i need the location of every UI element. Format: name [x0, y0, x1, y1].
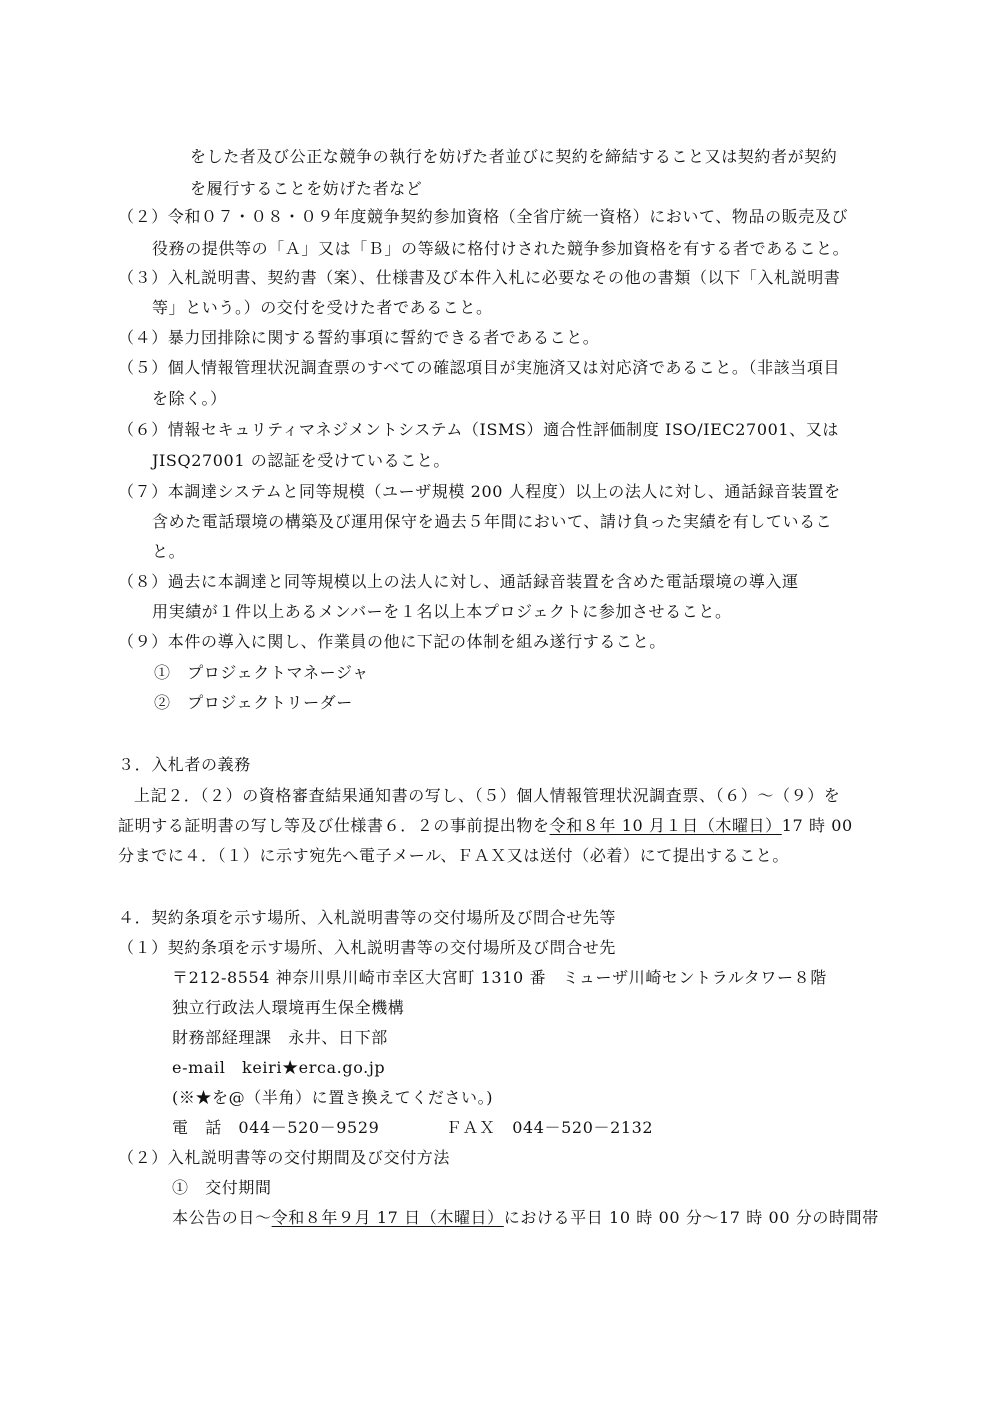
section-3-paragraph-line [118, 816, 853, 836]
contact-email: e-mail keiri★erca.go.jp [172, 1058, 386, 1077]
contact-phone-fax: 電 話 044－520－9529 ＦＡＸ 044－520－2132 [172, 1118, 654, 1137]
requirement-item-9-sub2: ② プロジェクトリーダー [154, 693, 353, 712]
continued-text-line: をした者及び公正な競争の執行を妨げた者並びに契約を締結すること又は契約者が契約 [190, 147, 838, 166]
requirement-item-9: （９）本件の導入に関し、作業員の他に下記の体制を組み遂行すること。 [118, 632, 666, 651]
section-4-2-sub1: ① 交付期間 [172, 1178, 272, 1197]
requirement-item-7: （７）本調達システムと同等規模（ユーザ規模 200 人程度）以上の法人に対し、通話録音装置を [118, 482, 841, 501]
requirement-item-2-cont: 役務の提供等の「Ａ」又は「Ｂ」の等級に格付けされた競争参加資格を有する者であること。 [152, 239, 850, 258]
contact-department: 財務部経理課 永井、日下部 [172, 1028, 388, 1047]
requirement-item-6: （６）情報セキュリティマネジメントシステム（ISMS）適合性評価制度 ISO/IEC27001、又は [118, 420, 839, 439]
section-3-paragraph-line: 分までに４．（１）に示す宛先へ電子メール、ＦＡＸ又は送付（必着）にて提出すること。 [118, 846, 790, 865]
period-end-date: 令和８年９月 17 日（木曜日） [271, 1208, 504, 1227]
distribution-period-line [172, 1208, 879, 1228]
deadline-date: 令和８年 10 月１日（木曜日） [549, 816, 782, 835]
section-4-1-heading: （１）契約条項を示す場所、入札説明書等の交付場所及び問合せ先 [118, 938, 617, 957]
section-3-text: 17 時 00 [781, 816, 853, 835]
requirement-item-3: （３）入札説明書、契約書（案）、仕様書及び本件入札に必要なその他の書類（以下「入札説明書 [118, 268, 841, 287]
section-4-heading: ４．契約条項を示す場所、入札説明書等の交付場所及び問合せ先等 [118, 908, 617, 927]
requirement-item-5-cont: を除く。） [152, 389, 227, 408]
continued-text-line: を履行することを妨げた者など [190, 179, 423, 198]
requirement-item-9-sub1: ① プロジェクトマネージャ [154, 663, 369, 682]
requirement-item-6-cont: JISQ27001 の認証を受けていること。 [152, 451, 450, 470]
requirement-item-2: （２）令和０７・０８・０９年度競争契約参加資格（全省庁統一資格）において、物品の販売及び [118, 207, 849, 226]
section-4-2-heading: （２）入札説明書等の交付期間及び交付方法 [118, 1148, 451, 1167]
contact-organization: 独立行政法人環境再生保全機構 [172, 998, 405, 1017]
section-3-paragraph-line: 上記２．（２）の資格審査結果通知書の写し、（５）個人情報管理状況調査票、（６）～（９）を [134, 786, 841, 805]
section-3-text: 証明する証明書の写し等及び仕様書６．２の事前提出物を [118, 816, 550, 835]
period-text: における平日 10 時 00 分～17 時 00 分の時間帯 [503, 1208, 879, 1227]
period-text: 本公告の日～ [172, 1208, 272, 1227]
requirement-item-7-cont: 含めた電話環境の構築及び運用保守を過去５年間において、請け負った実績を有しているこ [152, 512, 833, 531]
requirement-item-3-cont: 等」という。）の交付を受けた者であること。 [152, 298, 493, 317]
requirement-item-4: （４）暴力団排除に関する誓約事項に誓約できる者であること。 [118, 328, 600, 347]
requirement-item-5: （５）個人情報管理状況調査票のすべての確認項目が実施済又は対応済であること。（非該当項目 [118, 358, 841, 377]
requirement-item-8-cont: 用実績が１件以上あるメンバーを１名以上本プロジェクトに参加させること。 [152, 602, 732, 621]
requirement-item-8: （８）過去に本調達と同等規模以上の法人に対し、通話録音装置を含めた電話環境の導入運 [118, 572, 799, 591]
section-3-heading: ３．入札者の義務 [118, 755, 251, 774]
contact-address: 〒212-8554 神奈川県川崎市幸区大宮町 1310 番 ミューザ川崎セントラルタワー８階 [172, 968, 827, 987]
email-note: (※★を@（半角）に置き換えてください。) [172, 1088, 494, 1107]
requirement-item-7-cont: と。 [152, 542, 186, 561]
